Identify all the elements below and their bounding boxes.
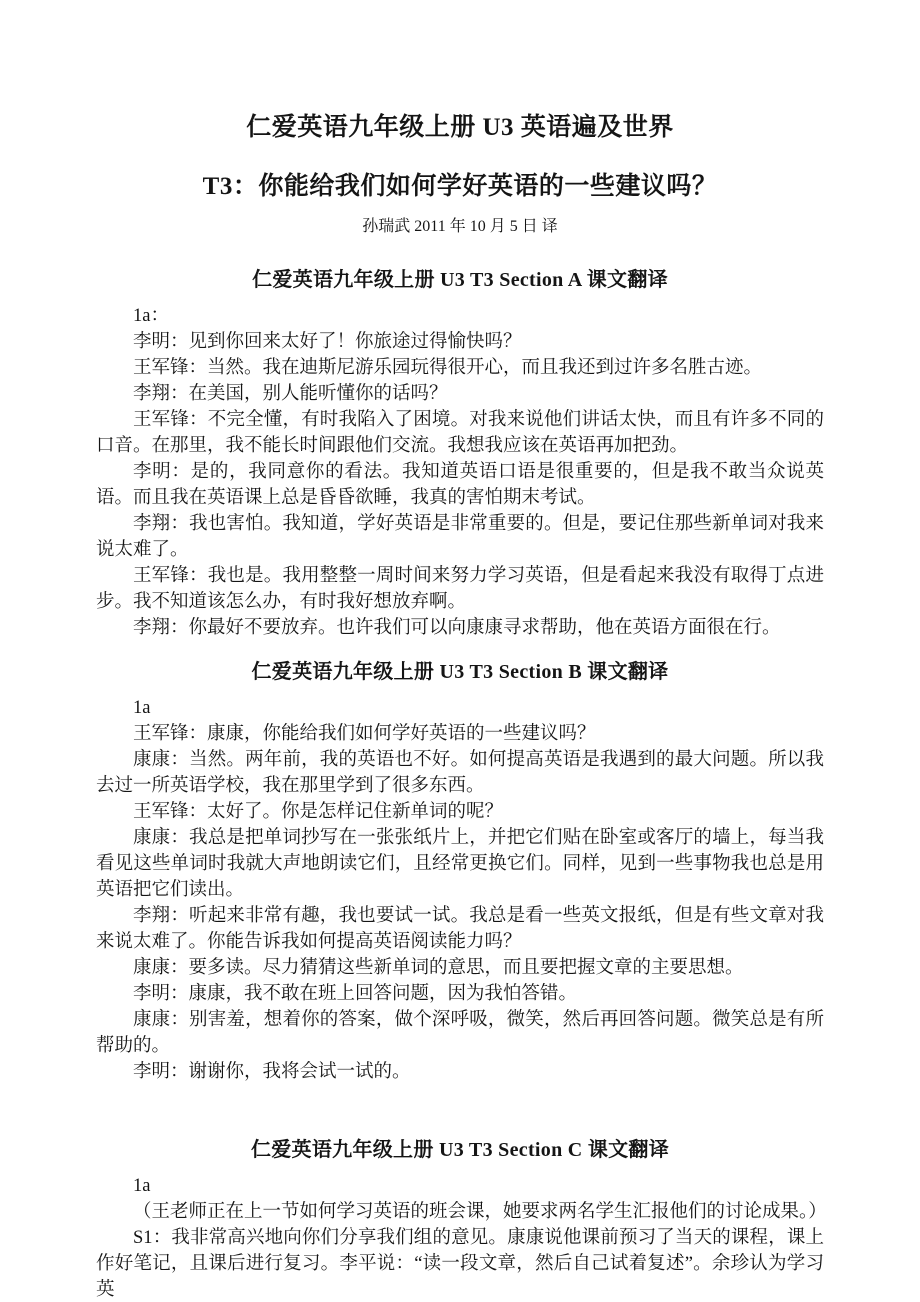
section-c (96, 1137, 827, 1302)
paragraph: 王军锋：我也是。我用整整一周时间来努力学习英语，但是看起来我没有取得丁点进步。我不知道该怎么办，有时我好想放弃啊。 (96, 566, 824, 612)
paragraph: 1a (133, 698, 151, 718)
paragraph: 李明：康康，我不敢在班上回答问题，因为我怕答错。 (133, 984, 578, 1004)
paragraph: 王军锋：当然。我在迪斯尼游乐园玩得很开心，而且我还到过许多名胜古迹。 (133, 358, 763, 378)
paragraph: 康康：要多读。尽力猜猜这些新单词的意思，而且要把握文章的主要思想。 (133, 958, 744, 978)
paragraph: 王军锋：康康，你能给我们如何学好英语的一些建议吗？ (133, 724, 596, 744)
paragraph: 李翔：你最好不要放弃。也许我们可以向康康寻求帮助，他在英语方面很在行。 (133, 618, 781, 638)
section-a-heading: 仁爱英语九年级上册 U3 T3 Section A 课文翻译 (252, 269, 668, 291)
paragraph: 李翔：在美国，别人能听懂你的话吗？ (133, 384, 448, 404)
section-a (96, 267, 824, 641)
byline: 孙瑞武 2011 年 10 月 5 日 译 (362, 218, 558, 235)
paragraph: （王老师正在上一节如何学习英语的班会课，她要求两名学生汇报他们的讨论成果。） (133, 1202, 827, 1222)
paragraph: 王军锋：不完全懂，有时我陷入了困境。对我来说他们讲话太快，而且有许多不同的口音。在那里，我不能长时间跟他们交流。我想我应该在英语再加把劲。 (96, 410, 824, 456)
paragraph: 李明：见到你回来太好了！你旅途过得愉快吗？ (133, 332, 522, 352)
paragraph: 李翔：听起来非常有趣，我也要试一试。我总是看一些英文报纸，但是有些文章对我来说太难了。你能告诉我如何提高英语阅读能力吗？ (96, 906, 824, 952)
section-b-heading: 仁爱英语九年级上册 U3 T3 Section B 课文翻译 (251, 661, 669, 683)
paragraph: 王军锋：太好了。你是怎样记住新单词的呢？ (133, 802, 504, 822)
paragraph: 康康：当然。两年前，我的英语也不好。如何提高英语是我遇到的最大问题。所以我去过一所英语学校，我在那里学到了很多东西。 (96, 750, 824, 796)
section-c-heading: 仁爱英语九年级上册 U3 T3 Section C 课文翻译 (250, 1139, 670, 1161)
paragraph: 李翔：我也害怕。我知道，学好英语是非常重要的。但是，要记住那些新单词对我来说太难了。 (96, 514, 824, 560)
paragraph: 康康：别害羞，想着你的答案，做个深呼吸，微笑，然后再回答问题。微笑总是有所帮助的。 (96, 1010, 824, 1056)
paragraph: 1a： (133, 306, 169, 326)
section-b (96, 659, 824, 1085)
paragraph: 李明：谢谢你，我将会试一试的。 (133, 1062, 411, 1082)
document-title-line2: T3：你能给我们如何学好英语的一些建议吗？ (202, 173, 718, 200)
document-title-line1: 仁爱英语九年级上册 U3 英语遍及世界 (246, 114, 674, 141)
paragraph: 李明：是的，我同意你的看法。我知道英语口语是很重要的，但是我不敢当众说英语。而且我在英语课上总是昏昏欲睡，我真的害怕期末考试。 (96, 462, 824, 508)
paragraph: S1：我非常高兴地向你们分享我们组的意见。康康说他课前预习了当天的课程，课上作好笔记，且课后进行复习。李平说：“读一段文章，然后自己试着复述”。余珍认为学习英 (96, 1228, 824, 1300)
paragraph: 1a (133, 1176, 151, 1196)
paragraph: 康康：我总是把单词抄写在一张张纸片上，并把它们贴在卧室或客厅的墙上，每当我看见这些单词时我就大声地朗读它们，且经常更换它们。同样，见到一些事物我也总是用英语把它们读出。 (96, 828, 824, 900)
